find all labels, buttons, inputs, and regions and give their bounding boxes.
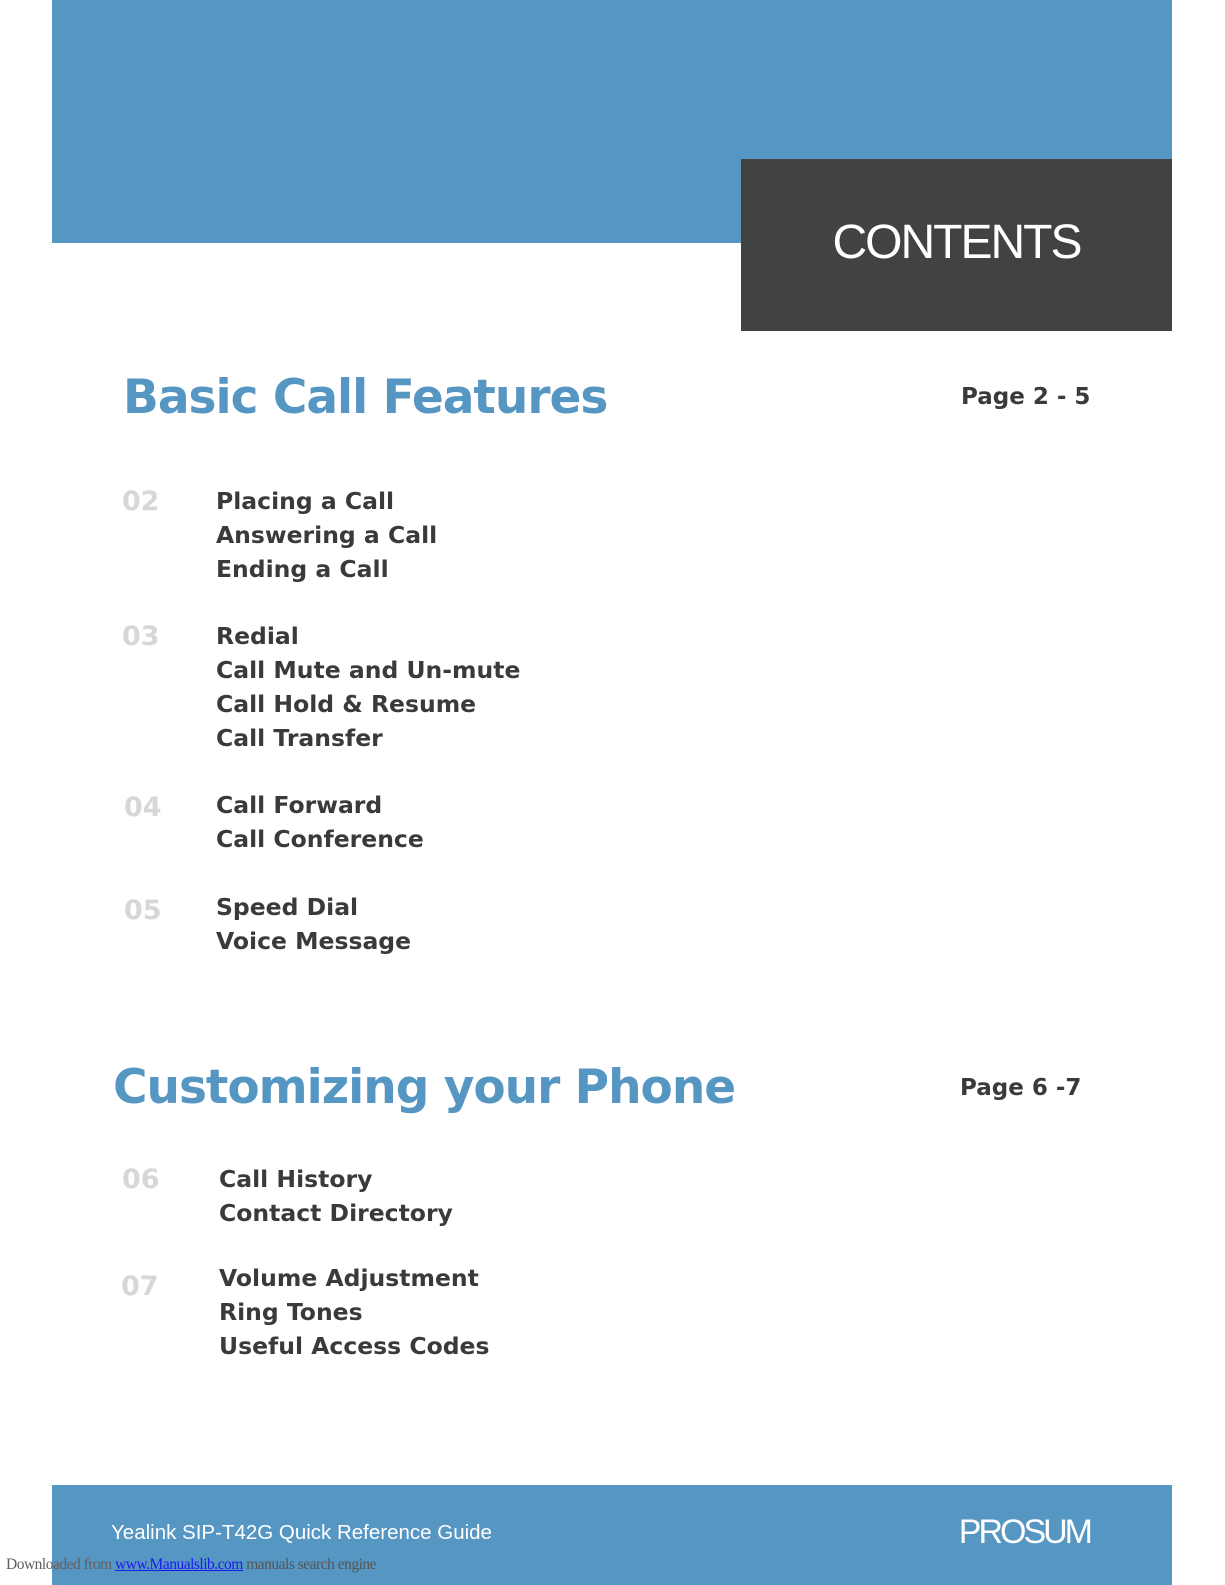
toc-item: Call Mute and Un-mute (216, 656, 521, 684)
toc-item: Redial (216, 622, 299, 650)
group-number: 03 (122, 621, 160, 652)
group-number: 06 (122, 1164, 160, 1195)
toc-item: Call Transfer (216, 724, 383, 752)
group-number: 02 (122, 486, 160, 517)
watermark-suffix: manuals search engine (242, 1556, 377, 1573)
toc-item: Call History (219, 1165, 373, 1193)
toc-item: Placing a Call (216, 487, 395, 515)
footer-title: Yealink SIP-T42G Quick Reference Guide (111, 1521, 492, 1544)
toc-item: Call Conference (216, 825, 424, 853)
toc-item: Call Hold & Resume (216, 690, 477, 718)
group-number: 04 (124, 792, 162, 823)
toc-item: Call Forward (216, 791, 383, 819)
toc-item: Answering a Call (216, 521, 438, 549)
prosum-logo: PROSUM (958, 1513, 1090, 1551)
section-pages-basic-call-features: Page 2 - 5 (961, 384, 1091, 410)
section-title-customizing-your-phone: Customizing your Phone (113, 1060, 736, 1115)
toc-item: Volume Adjustment (219, 1264, 479, 1292)
section-pages-customizing-your-phone: Page 6 -7 (960, 1075, 1082, 1101)
group-number: 05 (124, 895, 162, 926)
toc-item: Ring Tones (219, 1298, 363, 1326)
contents-title: CONTENTS (832, 216, 1081, 269)
contents-box (741, 159, 1172, 331)
manualslib-link[interactable]: www.Manualslib.com (115, 1556, 243, 1573)
watermark-prefix: Downloaded from (6, 1556, 116, 1573)
toc-item: Speed Dial (216, 893, 359, 921)
toc-item: Ending a Call (216, 555, 389, 583)
section-title-basic-call-features: Basic Call Features (123, 370, 608, 425)
toc-item: Useful Access Codes (219, 1332, 490, 1360)
download-watermark (6, 1556, 376, 1574)
toc-item: Voice Message (216, 927, 412, 955)
group-number: 07 (121, 1271, 159, 1302)
toc-item: Contact Directory (219, 1199, 453, 1227)
